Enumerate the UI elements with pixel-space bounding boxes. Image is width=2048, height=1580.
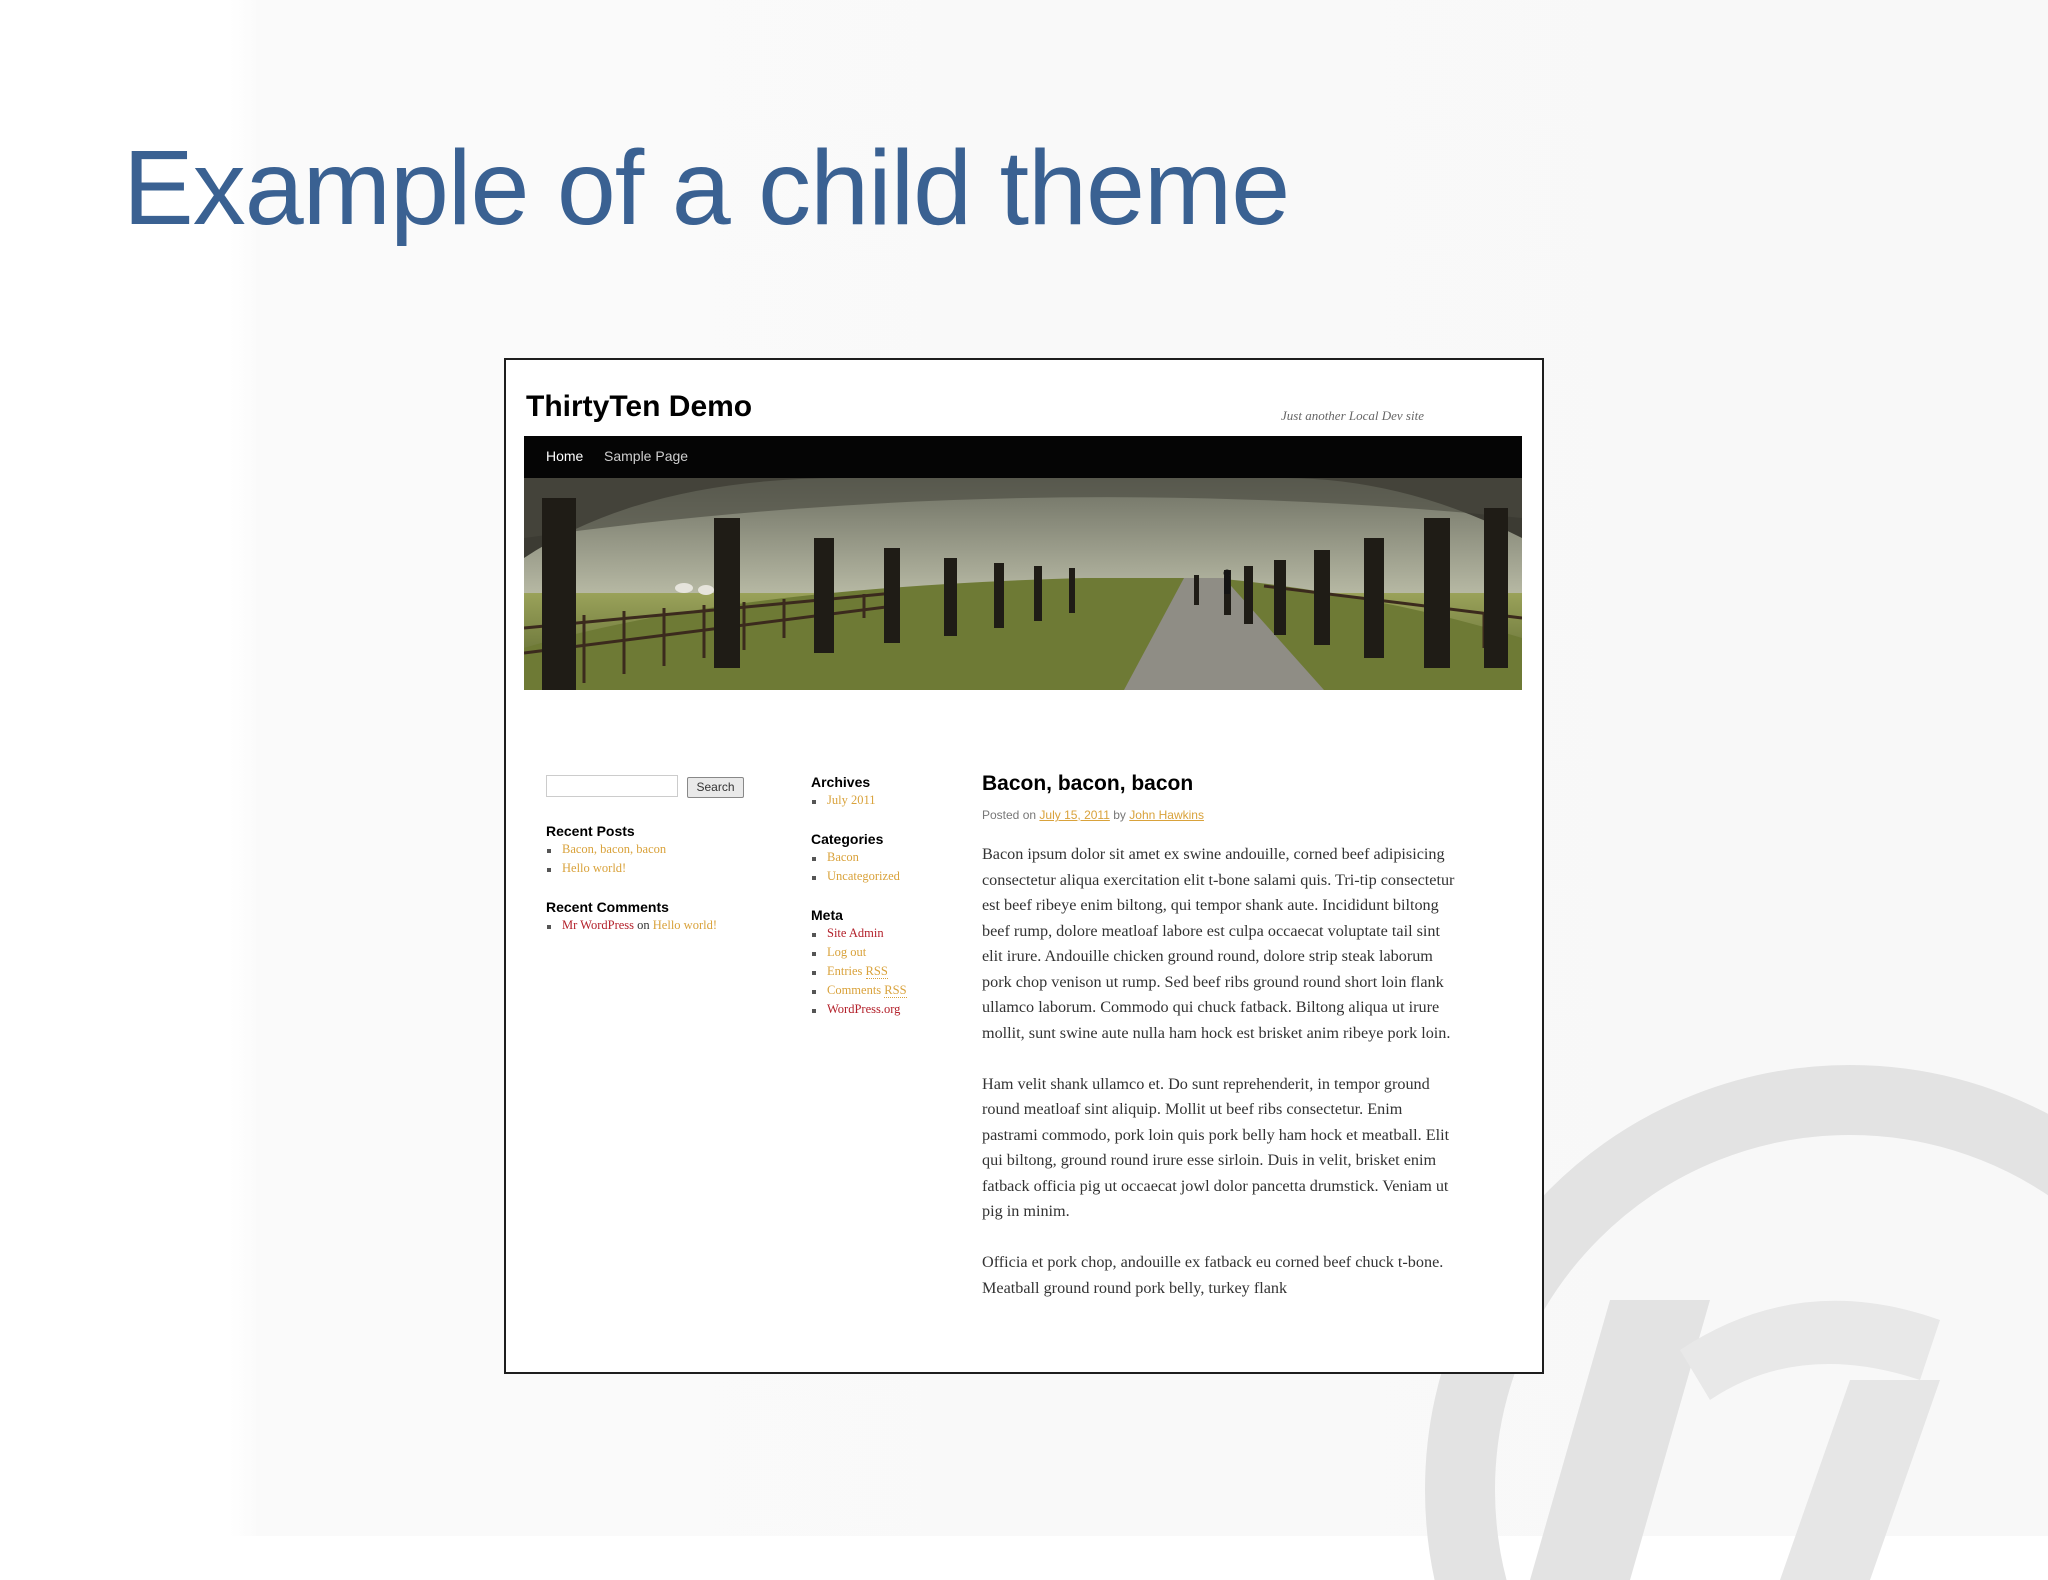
list-item[interactable]: Bacon [811,850,900,869]
categories-heading: Categories [811,831,884,847]
menu-item-sample-page[interactable]: Sample Page [604,448,689,464]
list-item[interactable]: WordPress.org [811,1002,907,1021]
list-item[interactable]: Site Admin [811,926,907,945]
categories-list [811,850,900,888]
site-title[interactable]: ThirtyTen Demo [526,390,753,423]
meta-heading: Meta [811,907,843,923]
post-paragraph: Bacon ipsum dolor sit amet ex swine andouille, corned beef adipisicing consectetur aliqua exercitation elit t-bone salami quis. Tri-tip consectetur est beef ribeye enim biltong, qui tempor shank aute. Incididunt biltong beef rump, dolore meatloaf labore est culpa occaecat voluptate tail sint elit irure. Andouille chicken ground round, dolore strip steak laborum pork chop venison ut rump. Sed beef ribs ground round short loin flank ullamco laborum. Commodo qui chuck fatback. Biltong aliqua ut irure mollit, sunt swine aute nulla ham hock est brisket anim ribeye pork loin. [982,845,1455,1042]
post-title[interactable]: Bacon, bacon, bacon [982,772,1194,795]
comment-post-link[interactable]: Hello world! [652,918,718,932]
post-paragraph: Officia et pork chop, andouille ex fatback eu corned beef chuck t-bone. Meatball ground round pork belly, turkey flank [982,1253,1444,1297]
recent-posts-heading: Recent Posts [546,823,635,839]
menu-item-home[interactable]: Home [546,448,584,464]
slide-title: Example of a child theme [123,129,1290,247]
site-description: Just another Local Dev site [1281,408,1424,423]
main-menu [524,436,1522,478]
search-input[interactable] [546,775,678,797]
meta-list [811,926,907,1021]
list-item[interactable]: Uncategorized [811,869,900,888]
website-screenshot [504,358,1544,1374]
post-date-link[interactable]: July 15, 2011 [1039,808,1110,822]
header-image [524,478,1522,690]
post-meta: Posted on July 15, 2011 by John Hawkins [982,808,1204,822]
list-item[interactable]: Entries RSS [811,964,907,983]
list-item[interactable]: Hello world! [546,861,666,880]
list-item[interactable]: Bacon, bacon, bacon [546,842,666,861]
comment-author-link[interactable]: Mr WordPress [562,918,635,932]
list-item[interactable]: Log out [811,945,907,964]
post-content [982,842,1462,1327]
list-item: Mr WordPress on Hello world! [546,918,717,937]
list-item[interactable]: July 2011 [811,793,876,812]
archives-heading: Archives [811,774,871,790]
archives-list [811,793,876,812]
search-button[interactable]: Search [687,777,744,798]
recent-posts-list [546,842,666,880]
recent-comments-heading: Recent Comments [546,899,669,915]
recent-comments-list [546,918,717,937]
post-paragraph: Ham velit shank ullamco et. Do sunt reprehenderit, in tempor ground round meatloaf sint aliquip. Mollit ut beef ribs consectetur. Enim pastrami commodo, pork loin quis pork belly ham hock et meatball. Elit qui biltong, ground round irure esse sirloin. Duis in velit, brisket enim fatback officia pig ut occaecat jowl dolor pancetta drumstick. Veniam ut pig in minim. [982,1074,1450,1220]
list-item[interactable]: Comments RSS [811,983,907,1002]
post-author-link[interactable]: John Hawkins [1129,808,1204,822]
